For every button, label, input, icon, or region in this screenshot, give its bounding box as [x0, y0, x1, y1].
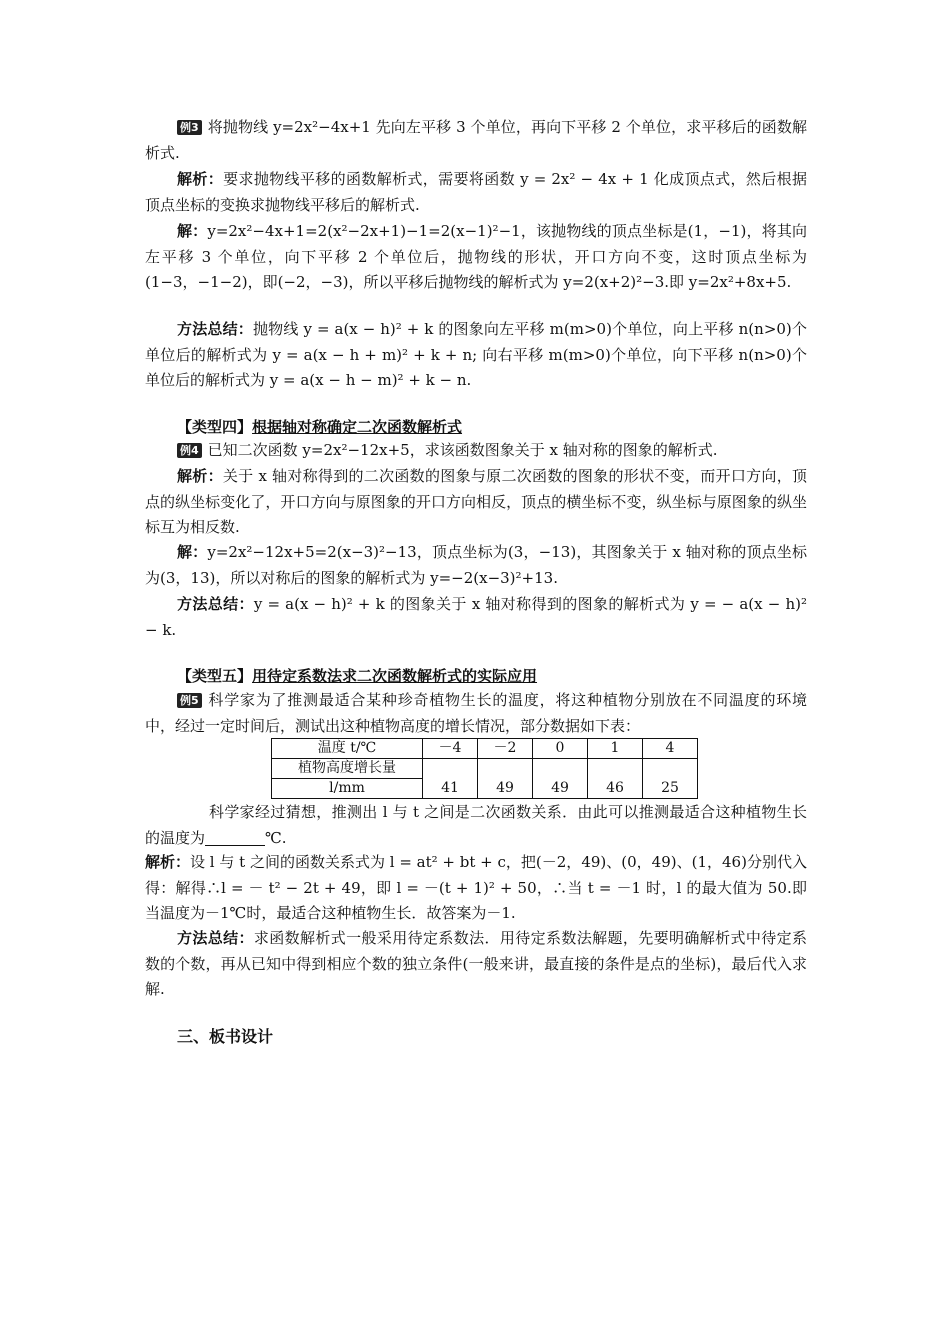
table-row [272, 739, 698, 759]
table-row [272, 759, 698, 779]
example-3-question: 例3 将抛物线 y=2x²−4x+1 先向左平移 3 个单位，再向下平移 2 个单位，求平移后的函数解析式. [145, 118, 807, 162]
example-3-method: 方法总结：抛物线 y = a(x − h)² + k 的图象向左平移 m(m>0)个单位，向上平移 n(n>0)个单位后的解析式为 y = a(x − h + m)² + k + n; 向右平移 m(m>0)个单位，向下平移 n(n>0)个单位后的解析式为 y = a(x − h − m)² + k − n. [145, 320, 807, 389]
table-cell: 0 [533, 739, 588, 759]
example-3-solution: 解：y=2x²−4x+1=2(x²−2x+1)−1=2(x−1)²−1，该抛物线的顶点坐标是(1，−1)，将其向左平移 3 个单位，向下平移 2 个单位后，抛物线的形状，开口方向不变，这时顶点坐标为(1−3，−1−2)，即(−2，−3)，所以平移后抛物线的解析式为 y=2(x+2)²−3.即 y=2x²+8x+5. [145, 222, 807, 291]
example-tag: 例4 [177, 443, 202, 458]
table-header-growth: 植物高度增长量 [272, 759, 423, 779]
table-cell: －2 [478, 739, 533, 759]
example-tag: 例5 [177, 693, 202, 708]
example-5-analysis: 解析：设 l 与 t 之间的函数关系式为 l = at² + bt + c，把(－2，49)、(0，49)、(1，46)分别代入得：解得∴l = － t² − 2t + 49，即 l = －(t + 1)² + 50，∴当 t = －1 时，l 的最大值为 50.即当温度为－1℃时，最适合这种植物生长．故答案为－1. [145, 853, 807, 922]
temperature-growth-table [271, 738, 698, 799]
answer-blank [205, 829, 265, 846]
table-header-temperature: 温度 t/℃ [272, 739, 423, 759]
example-4-analysis: 解析：关于 x 轴对称得到的二次函数的图象与原二次函数的图象的形状不变，而开口方向，顶点的纵坐标变化了，开口方向与原图象的开口方向相反，顶点的横坐标不变，纵坐标与原图象的纵坐标互为相反数. [145, 467, 807, 536]
example-5-method: 方法总结：求函数解析式一般采用待定系数法．用待定系数法解题，先要明确解析式中待定系数的个数，再从已知中得到相应个数的独立条件(一般来讲，最直接的条件是点的坐标)，最后代入求解. [145, 929, 807, 998]
table-cell: 46 [588, 759, 643, 799]
table-cell: 1 [588, 739, 643, 759]
section-3-heading: 三、板书设计 [177, 1027, 274, 1046]
type-5-heading: 【类型五】用待定系数法求二次函数解析式的实际应用 [177, 667, 538, 685]
table-cell: 25 [643, 759, 698, 799]
table-cell: 49 [533, 759, 588, 799]
table-header-unit: l/mm [272, 779, 423, 799]
example-4-method: 方法总结：y = a(x − h)² + k 的图象关于 x 轴对称得到的图象的解析式为 y = − a(x − h)² − k. [145, 595, 807, 639]
type-4-heading: 【类型四】根据轴对称确定二次函数解析式 [177, 418, 463, 436]
table-cell: 49 [478, 759, 533, 799]
example-5-question: 例5 科学家为了推测最适合某种珍奇植物生长的温度，将这种植物分别放在不同温度的环境中，经过一定时间后，测试出这种植物高度的增长情况，部分数据如下表： [145, 691, 807, 735]
example-3-analysis: 解析：要求抛物线平移的函数解析式，需要将函数 y = 2x² − 4x + 1 化成顶点式，然后根据顶点坐标的变换求抛物线平移后的解析式. [145, 170, 807, 214]
example-5-followup: 科学家经过猜想，推测出 l 与 t 之间是二次函数关系．由此可以推测最适合这种植物生长的温度为 ℃. [145, 803, 807, 847]
example-4-question: 例4 已知二次函数 y=2x²−12x+5，求该函数图象关于 x 轴对称的图象的解析式. [145, 438, 807, 464]
example-4-solution: 解：y=2x²−12x+5=2(x−3)²−13，顶点坐标为(3，−13)，其图象关于 x 轴对称的顶点坐标为(3，13)，所以对称后的图象的解析式为 y=−2(x−3)²+13. [145, 543, 807, 587]
table-cell: 4 [643, 739, 698, 759]
table-cell: －4 [423, 739, 478, 759]
table-cell: 41 [423, 759, 478, 799]
example-tag: 例3 [177, 120, 202, 135]
